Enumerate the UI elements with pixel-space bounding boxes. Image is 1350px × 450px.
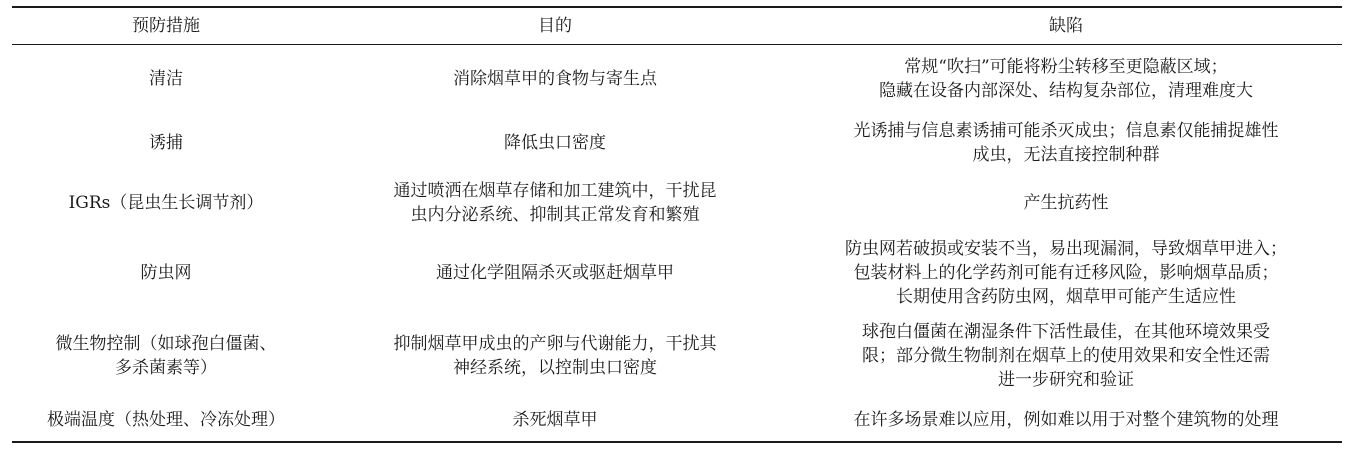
cell-purpose [320,113,790,173]
cell-line: 限；部分微生物制剂在烟草上的使用效果和安全性还需 [862,346,1270,366]
table-row [12,313,1342,399]
cell-line: 进一步研究和验证 [998,370,1134,390]
cell-measure [12,313,320,399]
cell-defect [790,45,1342,114]
cell-line: 虫内分泌系统、抑制其正常发育和繁殖 [410,205,700,225]
cell-defect [790,233,1342,313]
table-body [12,45,1342,443]
header-measure: 预防措施 [132,16,200,36]
table-row [12,45,1342,114]
table-header [12,7,1342,45]
cell-purpose [320,399,790,442]
cell-purpose [320,233,790,313]
cell-line: IGRs（昆虫生长调节剂） [68,193,264,213]
cell-line: 杀死烟草甲 [512,410,598,430]
cell-line: 诱捕 [149,133,183,153]
cell-line: 光诱捕与信息素诱捕可能杀灭成虫；信息素仅能捕捉雄性 [853,121,1279,141]
cell-line: 产生抗药性 [1023,193,1109,213]
cell-defect [790,173,1342,233]
cell-defect [790,399,1342,442]
cell-line: 多杀菌素等） [115,358,217,378]
header-defect: 缺陷 [1049,16,1083,36]
cell-line: 在许多场景难以应用，例如难以用于对整个建筑物的处理 [853,410,1279,430]
cell-defect [790,113,1342,173]
cell-line: 极端温度（热处理、冷冻处理） [47,410,285,430]
cell-measure [12,233,320,313]
cell-measure [12,399,320,442]
header-row [12,7,1342,45]
cell-line: 防虫网若破损或安装不当，易出现漏洞，导致烟草甲进入； [845,239,1287,259]
cell-line: 长期使用含药防虫网，烟草甲可能产生适应性 [896,287,1236,307]
cell-line: 隐藏在设备内部深处、结构复杂部位，清理难度大 [879,81,1253,101]
cell-line: 成虫，无法直接控制种群 [972,145,1160,165]
cell-measure [12,173,320,233]
cell-purpose [320,313,790,399]
cell-purpose [320,45,790,114]
cell-purpose [320,173,790,233]
cell-line: 微生物控制（如球孢白僵菌、 [55,334,277,354]
cell-line: 防虫网 [140,263,192,283]
cell-line: 包装材料上的化学药剂可能有迁移风险，影响烟草品质； [853,263,1279,283]
table-row [12,173,1342,233]
cell-line: 消除烟草甲的食物与寄生点 [453,69,657,89]
cell-line: 抑制烟草甲成虫的产卵与代谢能力，干扰其 [393,334,717,354]
prevention-measures-table [12,6,1342,443]
cell-line: 清洁 [149,69,183,89]
cell-line: 球孢白僵菌在潮湿条件下活性最佳，在其他环境效果受 [862,322,1270,342]
cell-defect [790,313,1342,399]
cell-line: 通过喷洒在烟草存储和加工建筑中，干扰昆 [393,181,717,201]
header-purpose: 目的 [538,16,572,36]
cell-measure [12,45,320,114]
table-row [12,399,1342,442]
table [12,6,1342,443]
cell-line: 神经系统，以控制虫口密度 [453,358,657,378]
cell-line: 常规“吹扫”可能将粉尘转移至更隐蔽区域； [904,57,1228,77]
cell-line: 通过化学阻隔杀灭或驱赶烟草甲 [436,263,674,283]
cell-line: 降低虫口密度 [504,133,606,153]
table-row [12,233,1342,313]
table-row [12,113,1342,173]
cell-measure [12,113,320,173]
